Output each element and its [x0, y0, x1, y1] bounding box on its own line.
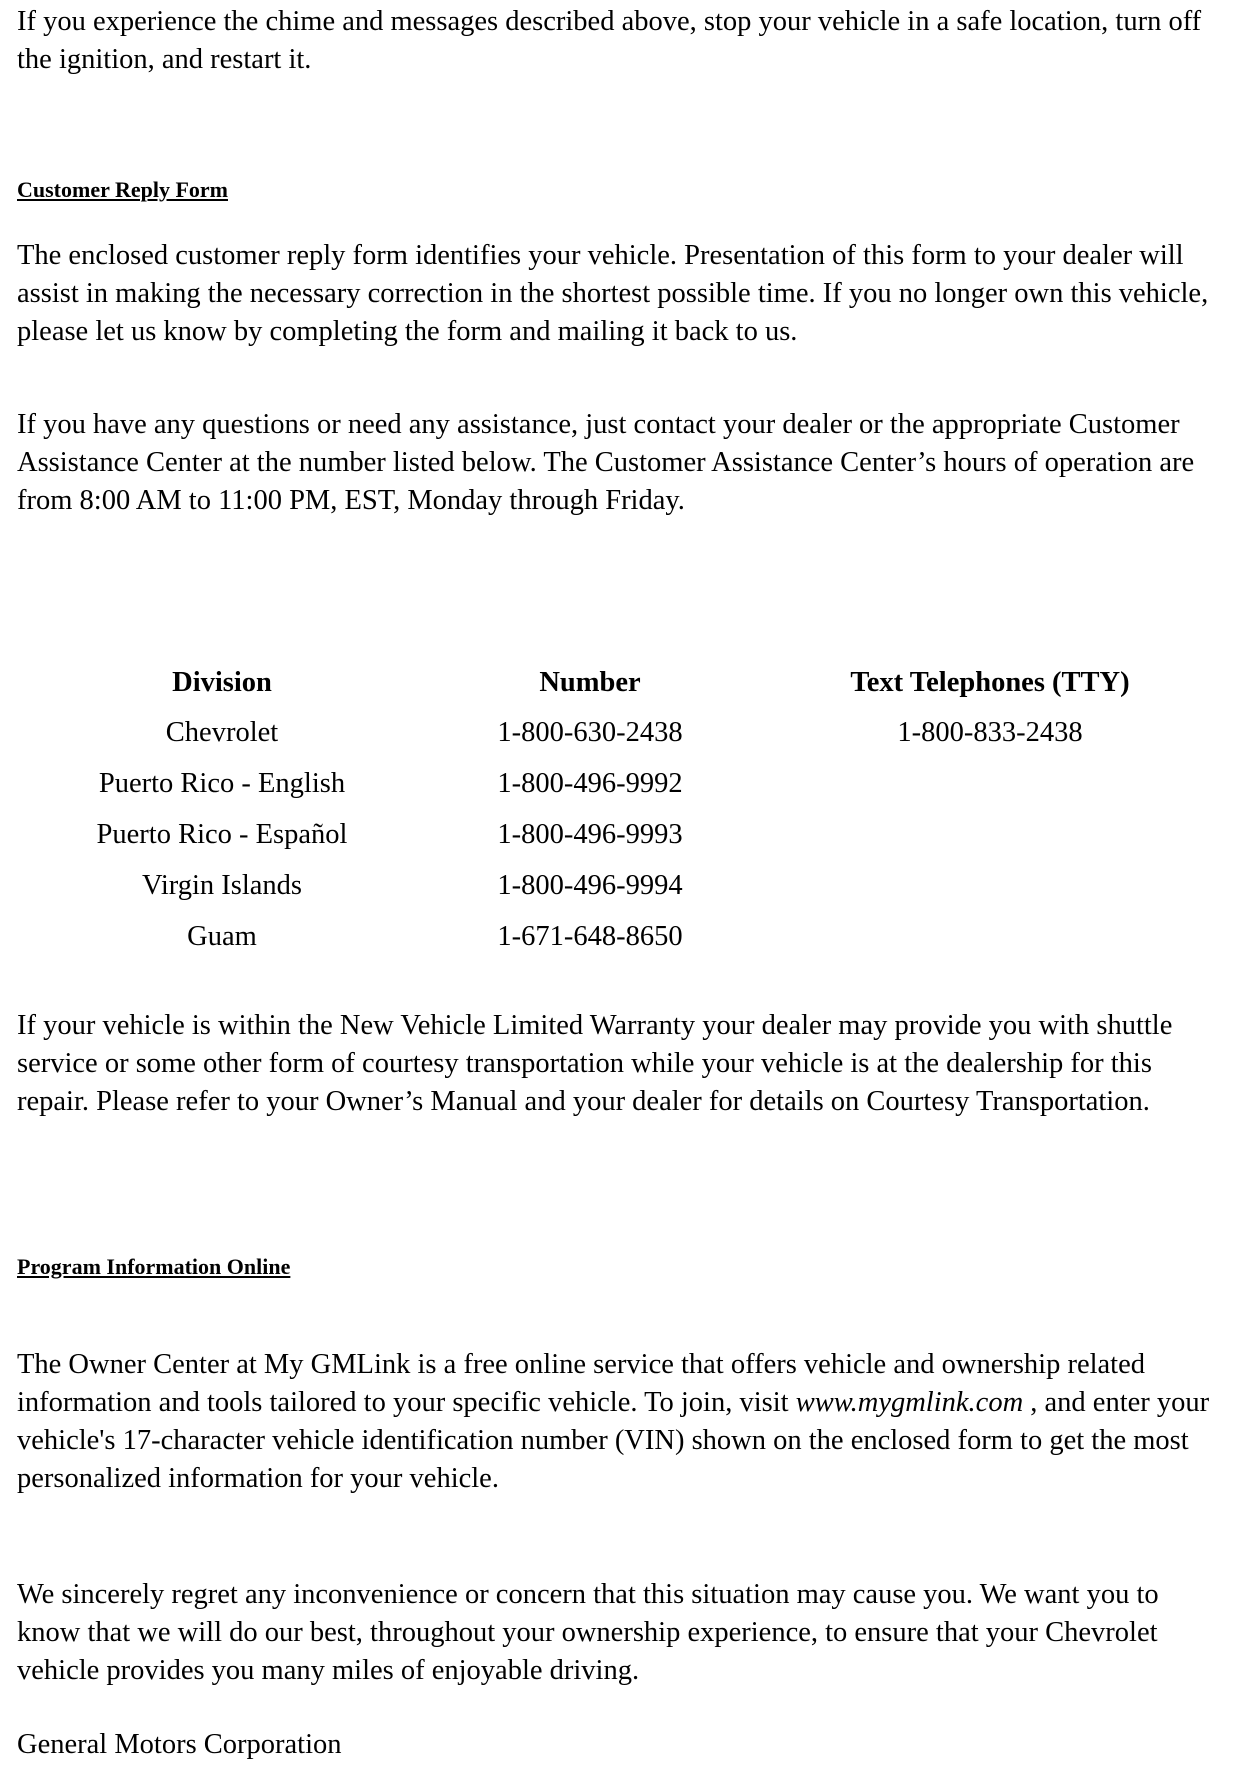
customer-reply-paragraph: The enclosed customer reply form identifies your vehicle. Presentation of this form to your dealer will assist in making the necessary correction in the shortest possible time. If you no longer own this vehicle, please let us know by completing the form and mailing it back to us. — [17, 240, 1209, 347]
program-info-text-after: , and enter your vehicle's 17-character vehicle identification number (VIN) shown on the enclosed form to get the most personalized information for your vehicle. — [17, 1387, 1210, 1494]
warranty-paragraph: If your vehicle is within the New Vehicle Limited Warranty your dealer may provide you with shuttle service or some other form of courtesy transportation while your vehicle is at the dealership for this repair. Please refer to your Owner’s Manual and your dealer for details on Courtesy Transportation. — [17, 1010, 1173, 1117]
table-cell-division: Chevrolet — [165, 717, 279, 748]
table-cell-number: 1-800-630-2438 — [497, 717, 683, 748]
table-cell-number: 1-671-648-8650 — [497, 921, 683, 952]
program-info-paragraph — [17, 1346, 1229, 1498]
program-info-heading: Program Information Online — [17, 1254, 291, 1279]
table-cell-number: 1-800-496-9994 — [497, 870, 683, 901]
customer-reply-heading: Customer Reply Form — [17, 177, 228, 202]
signature: General Motors Corporation — [17, 1729, 342, 1760]
table-cell-number: 1-800-496-9992 — [497, 768, 683, 799]
table-cell-tty: 1-800-833-2438 — [897, 717, 1083, 748]
table-cell-division: Puerto Rico - English — [98, 768, 346, 799]
table-header-tty: Text Telephones (TTY) — [850, 667, 1130, 698]
table-cell-number: 1-800-496-9993 — [497, 819, 683, 850]
intro-paragraph: If you experience the chime and messages described above, stop your vehicle in a safe location, turn off the ignition, and restart it. — [17, 6, 1202, 75]
assistance-paragraph: If you have any questions or need any assistance, just contact your dealer or the appropriate Customer Assistance Center at the number listed below. The Customer Assistance Center’s hours of operation are from 8:00 AM to 11:00 PM, EST, Monday through Friday. — [17, 409, 1195, 516]
table-header-division: Division — [172, 667, 272, 698]
table-cell-division: Virgin Islands — [141, 870, 303, 901]
mygmlink-link[interactable]: www.mygmlink.com — [795, 1387, 1024, 1418]
table-cell-division: Puerto Rico - Español — [96, 819, 348, 850]
table-header-number: Number — [539, 667, 641, 698]
table-cell-division: Guam — [187, 921, 257, 952]
regret-paragraph: We sincerely regret any inconvenience or concern that this situation may cause you. We want you to know that we will do our best, throughout your ownership experience, to ensure that your Chevrolet vehicle provides you many miles of enjoyable driving. — [17, 1579, 1159, 1686]
program-info-text-before: The Owner Center at My GMLink is a free online service that offers vehicle and ownership related information and tools tailored to your specific vehicle. To join, visit — [17, 1349, 1145, 1418]
